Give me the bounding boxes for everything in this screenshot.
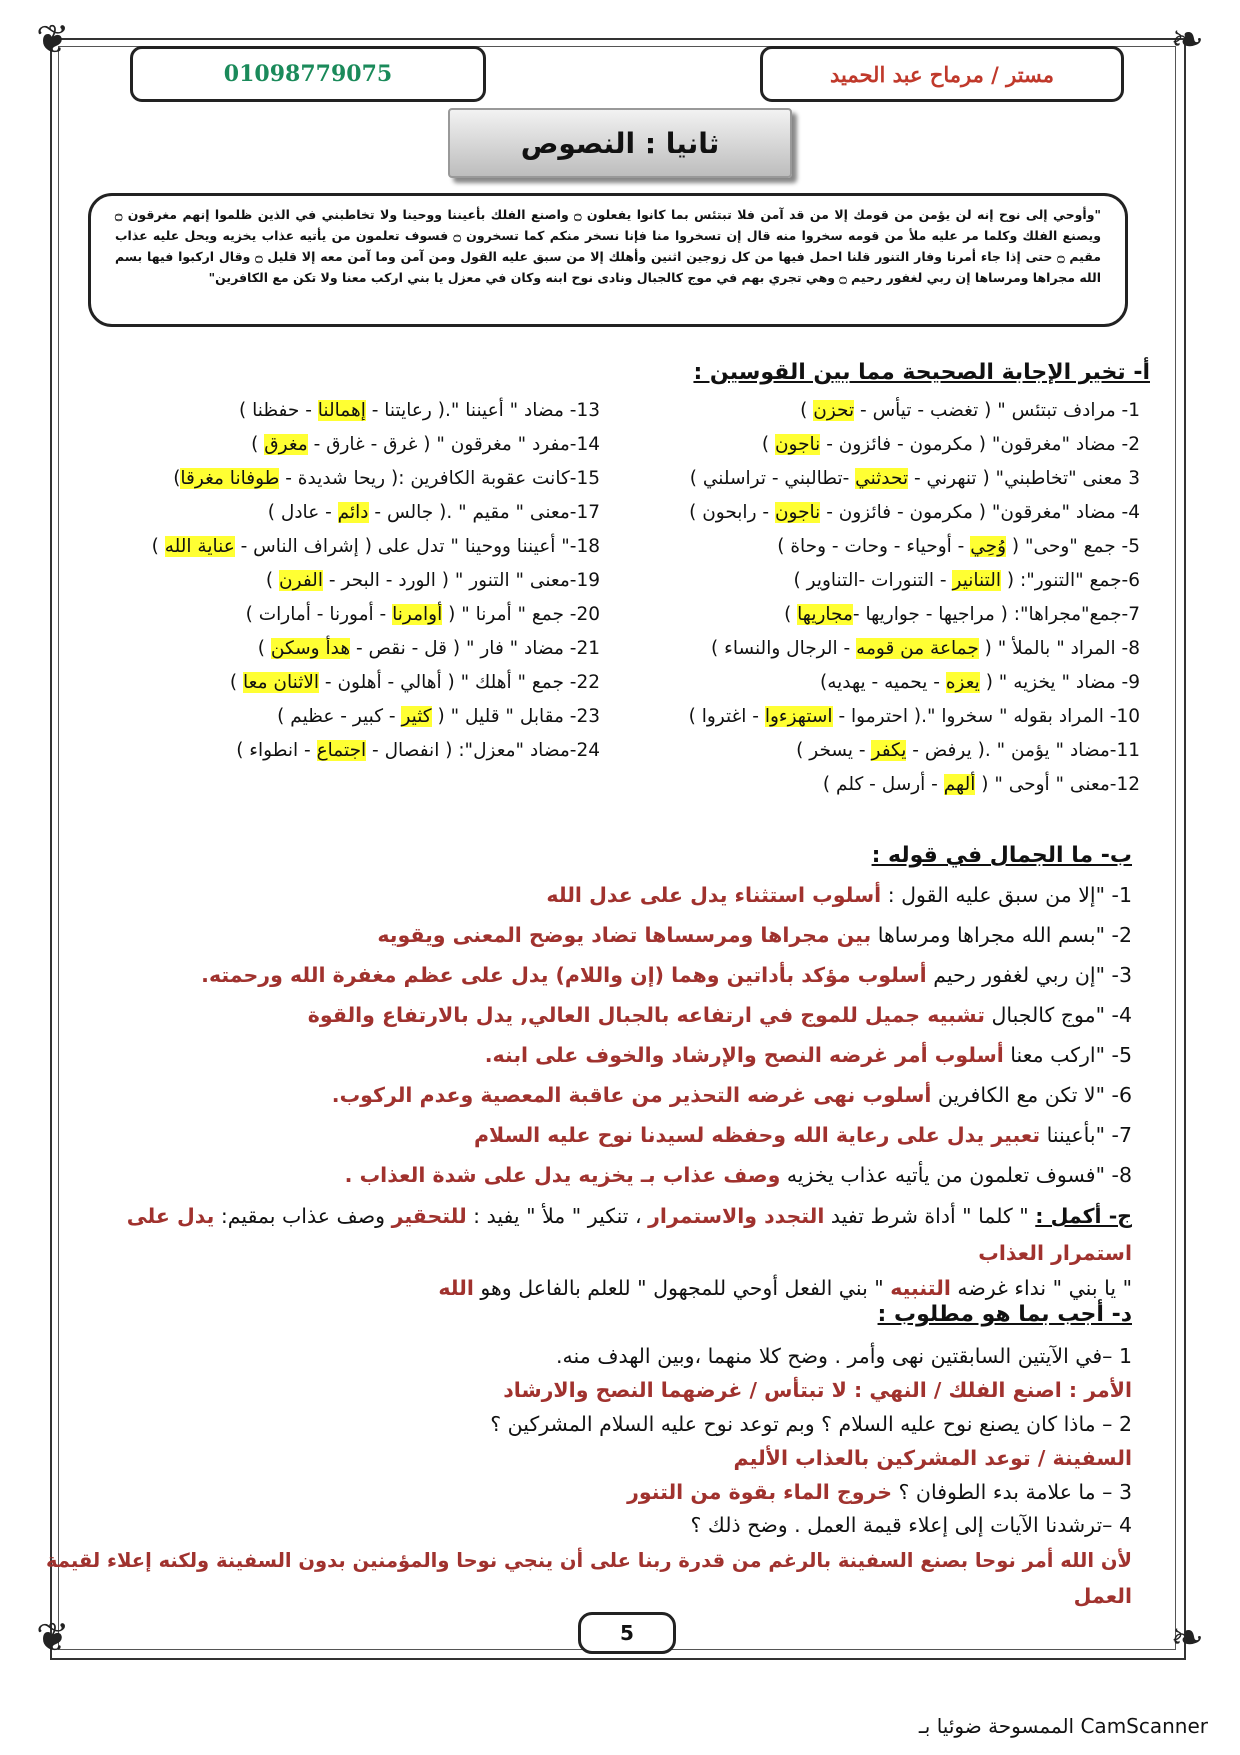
mcq-correct-answer: يعزه	[945, 672, 980, 693]
mcq-item	[100, 462, 600, 496]
mcq-text: - كبير - عظيم )	[277, 706, 402, 727]
section-c-line-2: استمرار العذاب	[978, 1241, 1132, 1265]
mcq-text: - انطواء )	[236, 740, 317, 761]
mcq-item	[100, 428, 600, 462]
beauty-item	[201, 1115, 1132, 1155]
beauty-item	[201, 915, 1132, 955]
corner-ornament-icon: ❦	[36, 1615, 70, 1661]
beauty-item	[201, 1035, 1132, 1075]
section-d-a4-line1: لأن الله أمر نوحا بصنع السفينة بالرغم من قدرة ربنا على أن ينجي نوحا والمؤمنين بدون السفينة ولكنه إعلاء لقيمة	[46, 1549, 1132, 1572]
mcq-text: 18-" أعيننا ووحينا " تدل على ( إشراف الناس -	[234, 536, 600, 557]
corner-ornament-icon: ❧	[1170, 17, 1204, 63]
mcq-text: 14-مفرد " مغرقون " ( غرق - غارق -	[307, 434, 600, 455]
mcq-correct-answer: جماعة من قومه	[856, 638, 979, 659]
mcq-text: 1- مرادف تبتئس " ( تغضب - تيأس -	[854, 400, 1140, 421]
mcq-text: 6-جمع "التنور": (	[1001, 570, 1140, 591]
mcq-text: - عادل )	[267, 502, 338, 523]
mcq-text: 3 معنى "تخاطبني" ( تنهرني -	[908, 468, 1140, 489]
mcq-item	[100, 564, 600, 598]
beauty-question: 8- "فسوف تعلمون من يأتيه عذاب يخزيه	[780, 1163, 1132, 1187]
mcq-text: - يحميه - يهديه)	[820, 672, 946, 693]
mcq-text: )	[761, 434, 775, 455]
mcq-text: 8- المراد " بالملأ " (	[978, 638, 1140, 659]
beauty-question: 4- "موج كالجبال	[984, 1003, 1132, 1027]
mcq-correct-answer: هدأ وسكن	[270, 638, 351, 659]
phone-number: 01098779075	[130, 46, 486, 102]
mcq-item	[100, 598, 600, 632]
section-d-title: د- أجب بما هو مطلوب :	[877, 1302, 1132, 1327]
beauty-question: 7- "بأعيننا	[1040, 1123, 1132, 1147]
section-d-q4: 4 –ترشدنا الآيات إلى إعلاء قيمة العمل . وضح ذلك ؟	[690, 1513, 1132, 1537]
mcq-correct-answer: وُحِي	[970, 536, 1007, 557]
mcq-item	[620, 666, 1140, 700]
beauty-answer: أسلوب نهى غرضه التحذير من عاقبة المعصية وعدم الركوب.	[331, 1083, 932, 1107]
section-c-q2: ، تنكير " ملأ " يفيد :	[466, 1204, 649, 1228]
beauty-question: 3- "إن ربي لغفور رحيم	[926, 963, 1132, 987]
mcq-correct-answer: دائم	[337, 502, 369, 523]
mcq-text: - رابحون )	[689, 502, 775, 523]
section-c-q5: " بني الفعل أوحي للمجهول " للعلم بالفاعل وهو	[473, 1276, 891, 1300]
mcq-text: )	[265, 570, 280, 591]
mcq-text: - التنورات -التناوير )	[793, 570, 953, 591]
mcq-text: 2- مضاد "مغرقون" ( مكرمون - فائزون -	[820, 434, 1140, 455]
mcq-item	[100, 496, 600, 530]
beauty-question: 5- "اركب معنا	[1003, 1043, 1132, 1067]
section-c-q1: " كلما " أداة شرط تفيد	[824, 1204, 1036, 1228]
mcq-item	[100, 632, 600, 666]
beauty-question: 2- "بسم الله مجراها ومرساها	[871, 923, 1132, 947]
mcq-text: 11-مضاد " يؤمن " .( يرفض -	[906, 740, 1140, 761]
mcq-correct-answer: إهمالنا	[317, 400, 366, 421]
mcq-text: - أوحياء - وحات - وحاة )	[777, 536, 971, 557]
mcq-text: 7-جمع"مجراها": ( مراجيها - جواريها -	[852, 604, 1140, 625]
section-b-list	[201, 875, 1132, 1195]
beauty-item	[201, 995, 1132, 1035]
beauty-item	[201, 1075, 1132, 1115]
mcq-correct-answer: مجاريها	[797, 604, 853, 625]
mcq-text: - اغتروا )	[688, 706, 765, 727]
mcq-text: 23- مقابل " قليل " (	[431, 706, 600, 727]
mcq-text: 10- المراد بقوله " سخروا ".( احترموا -	[832, 706, 1140, 727]
mcq-item	[620, 428, 1140, 462]
mcq-text: - حفظنا )	[239, 400, 318, 421]
corner-ornament-icon: ❦	[36, 17, 70, 63]
corner-ornament-icon: ❧	[1170, 1615, 1204, 1661]
mcq-text: - أرسل - كلم )	[822, 774, 944, 795]
mcq-item	[620, 768, 1140, 802]
camscanner-watermark: الممسوحة ضوئيا بـ CamScanner	[918, 1714, 1208, 1738]
mcq-correct-answer: التنانير	[952, 570, 1002, 591]
mcq-item	[620, 598, 1140, 632]
mcq-text: 12-معنى " أوحى " (	[975, 774, 1140, 795]
section-c-a1: التجدد والاستمرار	[648, 1204, 825, 1228]
mcq-correct-answer: مغرق	[264, 434, 308, 455]
mcq-correct-answer: تحدثني	[855, 468, 909, 489]
section-d-a1: الأمر : اصنع الفلك / النهي : لا تبتأس / غرضهما النصح والارشاد	[503, 1378, 1132, 1402]
mcq-item	[620, 632, 1140, 666]
beauty-answer: أسلوب مؤكد بأداتين وهما (إن واللام) يدل على عظم مغفرة الله ورحمته.	[201, 963, 927, 987]
mcq-correct-answer: تحزن	[813, 400, 855, 421]
mcq-item	[100, 394, 600, 428]
mcq-text: - أمورنا - أمارات )	[245, 604, 393, 625]
mcq-correct-answer: كثير	[401, 706, 432, 727]
mcq-text: 15-كانت عقوبة الكافرين :( ريحا شديدة -	[279, 468, 600, 489]
section-d-q2: 2 – ماذا كان يصنع نوح عليه السلام ؟ وبم توعد نوح عليه السلام المشركين ؟	[490, 1412, 1132, 1436]
mcq-text: 20- جمع " أمرنا " (	[442, 604, 600, 625]
section-d-q1: 1 –في الآيتين السابقتين نهى وأمر . وضح كلا منهما ،وبين الهدف منه.	[556, 1344, 1132, 1368]
quran-passage: "وأوحي إلى نوح إنه لن يؤمن من قومك إلا من قد آمن فلا تبتئس بما كانوا يفعلون ۝ واصنع الفلك بأعيننا ووحينا ولا تخاطبني في الذين ظلموا إنهم مغرقون ۝ ويصنع الفلك وكلما مر عليه ملأ من قومه سخروا منه قال إن تسخروا منا فإنا نسخر منكم كما تسخرون ۝ فسوف تعلمون من يأتيه عذاب يخزيه ويحل عليه عذاب مقيم ۝ حتى إذا جاء أمرنا وفار التنور قلنا احمل فيها من كل زوجين اثنين وأهلك إلا من سبق عليه القول ومن آمن وما آمن معه إلا قليل ۝ وقال اركبوا فيها بسم الله مجراها ومرساها إن ربي لغفور رحيم ۝ وهي تجري بهم في موج كالجبال ونادى نوح ابنه وكان في معزل يا بني اركب معنا ولا تكن مع الكافرين"	[88, 193, 1128, 327]
section-d-q3: 3 – ما علامة بدء الطوفان ؟	[891, 1480, 1132, 1504]
beauty-item	[201, 1155, 1132, 1195]
beauty-answer: أسلوب استثناء يدل على عدل الله	[546, 883, 882, 907]
mcq-correct-answer: الفرن	[279, 570, 323, 591]
mcq-text: 4- مضاد "مغرقون" ( مكرمون - فائزون -	[820, 502, 1140, 523]
beauty-question: 1- "إلا من سبق عليه القول :	[881, 883, 1132, 907]
mcq-correct-answer: ناجون	[774, 502, 821, 523]
mcq-correct-answer: استهزءوا	[764, 706, 833, 727]
mcq-correct-answer: طوفانا مغرقا	[180, 468, 280, 489]
section-b-title: ب- ما الجمال في قوله :	[871, 843, 1132, 868]
page-title: ثانيا : النصوص	[448, 108, 792, 178]
section-c-label: ج- أكمل :	[1035, 1204, 1132, 1228]
mcq-text: )	[800, 400, 814, 421]
mcq-text: 21- مضاد " فار " ( قل - نقص -	[350, 638, 600, 659]
mcq-text: )	[151, 536, 165, 557]
beauty-answer: وصف عذاب بـ يخزيه يدل على شدة العذاب .	[344, 1163, 781, 1187]
mcq-text: 9- مضاد " يخزيه " (	[979, 672, 1140, 693]
mcq-text: 24-مضاد "معزل": ( انفصال -	[366, 740, 600, 761]
mcq-text: -تطالبني - تراسلني )	[689, 468, 856, 489]
mcq-text: - يسخر )	[796, 740, 872, 761]
mcq-item	[620, 530, 1140, 564]
beauty-answer: أسلوب أمر غرضه النصح والإرشاد والخوف على ابنه.	[484, 1043, 1004, 1067]
section-c-a2: للتحقير	[391, 1204, 467, 1228]
beauty-question: 6- "لا تكن مع الكافرين	[931, 1083, 1132, 1107]
mcq-correct-answer: عناية الله	[164, 536, 235, 557]
mcq-item	[100, 700, 600, 734]
mcq-text: 5- جمع "وحى" (	[1006, 536, 1140, 557]
mcq-text: )	[251, 434, 265, 455]
mcq-item	[620, 394, 1140, 428]
mcq-correct-answer: يكفر	[871, 740, 907, 761]
section-c-q4: " يا بني " نداء غرضه	[950, 1276, 1132, 1300]
section-d-a2: السفينة / توعد المشركين بالعذاب الأليم	[733, 1446, 1132, 1470]
mcq-text: )	[257, 638, 271, 659]
section-c-a3: يدل على	[126, 1204, 215, 1228]
section-a-title: أ- تخير الإجابة الصحيحة مما بين القوسين :	[693, 360, 1150, 385]
beauty-answer: بين مجراها ومرسساها تضاد يوضح المعنى ويقويه	[377, 923, 872, 947]
mcq-item	[100, 666, 600, 700]
mcq-text: - الرجال والنساء )	[711, 638, 857, 659]
section-c-q3: وصف عذاب بمقيم:	[214, 1204, 392, 1228]
mcq-correct-answer: أوامرنا	[392, 604, 443, 625]
section-d-a3: خروج الماء بقوة من التنور	[627, 1480, 892, 1504]
section-a-left-column	[100, 394, 600, 768]
mcq-correct-answer: ألهم	[943, 774, 976, 795]
section-c-a4: التنبيه	[890, 1276, 951, 1300]
mcq-item	[620, 564, 1140, 598]
beauty-answer: تعبير يدل على رعاية الله وحفظه لسيدنا نوح عليه السلام	[474, 1123, 1041, 1147]
mcq-item	[100, 530, 600, 564]
mcq-text: )	[229, 672, 244, 693]
mcq-item	[100, 734, 600, 768]
mcq-correct-answer: ناجون	[774, 434, 821, 455]
mcq-item	[620, 462, 1140, 496]
mcq-text: 13- مضاد " أعيننا ".( رعايتنا -	[365, 400, 600, 421]
mcq-text: 17-معنى " مقيم " .( جالس -	[368, 502, 600, 523]
mcq-item	[620, 734, 1140, 768]
section-a-right-column	[620, 394, 1140, 802]
beauty-answer: تشبيه جميل للموج في ارتفاعه بالجبال العالي, يدل بالارتفاع والقوة	[307, 1003, 985, 1027]
beauty-item	[201, 955, 1132, 995]
mcq-item	[620, 496, 1140, 530]
mcq-correct-answer: الاثنان معا	[243, 672, 320, 693]
mcq-correct-answer: اجتماع	[316, 740, 367, 761]
mcq-text: )	[173, 468, 181, 489]
mcq-text: )	[784, 604, 798, 625]
mcq-text: 22- جمع " أهلك " ( أهالي - أهلون -	[319, 672, 600, 693]
mcq-text: 19-معنى " التنور " ( الورد - البحر -	[322, 570, 600, 591]
section-d-a4-line2: العمل	[1073, 1584, 1132, 1608]
mcq-item	[620, 700, 1140, 734]
section-c-line-1	[127, 1196, 1132, 1236]
page-number: 5	[578, 1612, 676, 1654]
teacher-name: مستر / مرماح عبد الحميد	[760, 46, 1124, 102]
section-c-a5: الله	[438, 1276, 474, 1300]
beauty-item	[201, 875, 1132, 915]
